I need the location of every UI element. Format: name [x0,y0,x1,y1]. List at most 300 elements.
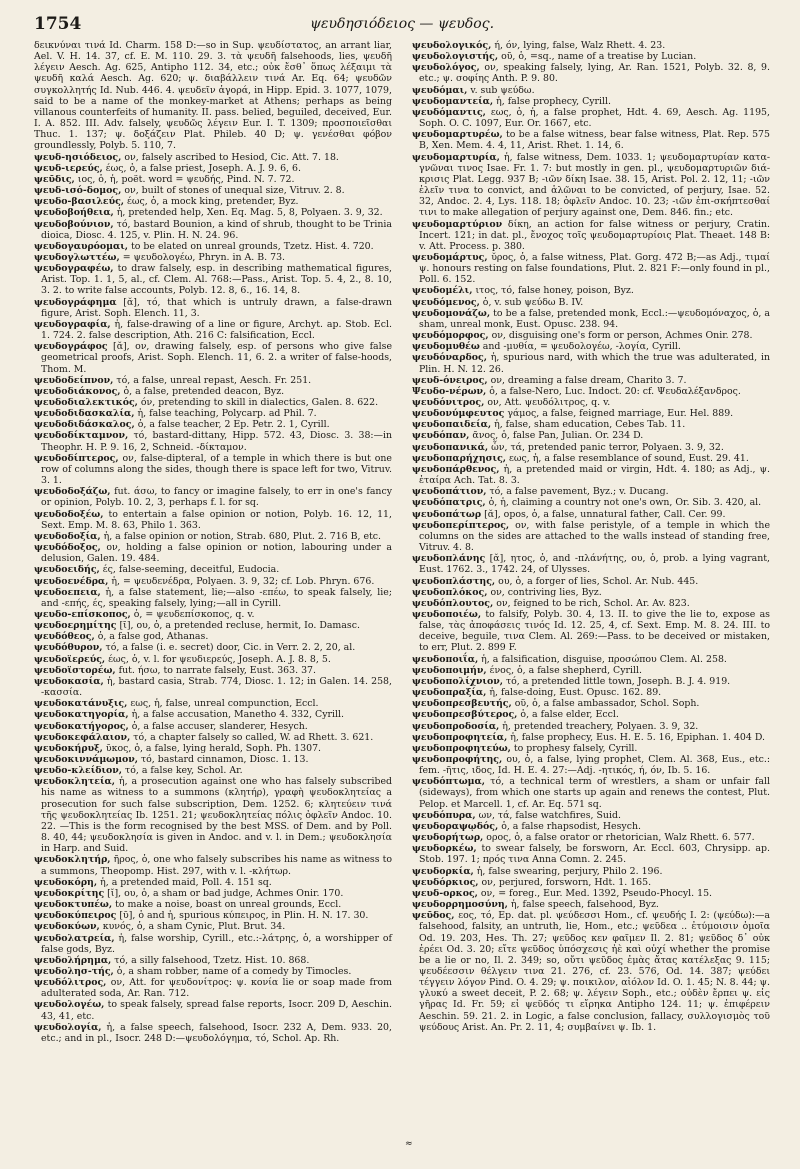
entry-text: [ᾰ], ον, drawing falsely, esp. of persons who give false geometrical proofs, Arist. Soph. Elench. 11, 6. 2. a writer of false-hoods, Thom. M. [41,341,392,375]
dictionary-entry [34,419,392,430]
entry-text: ἡ, false prophecy, Eus. H. E. 5. 16, Epiphan. 1. 404 D. [507,731,765,743]
page-number: 1754 [34,14,82,34]
entry-text: γάμος, a false, feigned marriage, Eur. Hel. 889. [504,408,734,420]
entry-headword: ψευδολογία, [34,1021,102,1033]
dictionary-entry [412,442,770,453]
entry-text: τό, bastard Bounion, a kind of shrub, thought to be Trinia dioica, Diosc. 4. 125, v. Plin. H. N. 24. 96. [41,218,392,241]
dictionary-entry [412,821,770,832]
entry-text: έως, ὁ, v. l. for ψευδιερεύς, Joseph. A. J. 8. 8, 5. [105,653,331,665]
entry-headword: ψευδοδιαλεκτικός, [34,397,138,408]
dictionary-entry [34,665,392,676]
entry-headword: ψευδοκλητήρ, [34,854,111,866]
entry-text: ἡ, a pretended maid, Poll. 4. 151 sq. [97,876,272,888]
entry-text: ές, false-seeming, deceitful, Eudocia. [99,564,280,576]
entry-headword: ψευδογραφία, [34,318,111,330]
right-column [412,40,770,1044]
entry-text: εως, ὁ, ἡ, a false prophet, Hdt. 4. 69, Aesch. Ag. 1195, Soph. O. C. 1097, Eur. Or. 1667, etc. [419,106,770,130]
entry-text: ὁ, a false accuser, slanderer, Hesych. [128,720,308,732]
columns [34,40,770,1044]
dictionary-entry [412,464,770,486]
dictionary-entry [34,196,392,207]
entry-text: ὁ, = ψευδεπίσκοπος, q. v. [130,608,255,620]
dictionary-entry [412,419,770,430]
entry-text: κυνός, ὁ, a sham Cynic, Plut. Brut. 34. [99,921,286,933]
dictionary-entry [34,174,392,185]
dictionary-entry [412,129,770,151]
entry-headword: ψευδόνιτρος, [412,397,485,408]
entry-headword: ψευδογραφέω, [34,263,114,275]
entry-headword: ψευδοκασία, [34,675,104,687]
dictionary-entry [412,40,770,51]
entry-headword: ψευδοδοξάζω, [34,486,111,498]
dictionary-entry [412,810,770,821]
entry-text: ον, false-dipteral, of a temple in which there is but one row of columns along the sides, though there is space left for two, Vitruv. 3. 1. [41,452,392,487]
dictionary-entry [412,910,770,1033]
entry-headword: ψευδομάρτυς, [412,251,488,263]
dictionary-entry [412,877,770,888]
entry-headword: ψευδοποιΐα, [412,653,479,665]
dictionary-entry [34,721,392,732]
entry-headword: ψευδοεπεια, [34,586,101,598]
entry-text: to entertain a false opinion or notion, Polyb. 16. 12, 11, Sext. Emp. M. 8. 63, Philo 1. 363. [41,508,392,531]
entry-text: ἡ, a false accusation, Manetho 4. 332, Cyrill. [128,709,344,721]
dictionary-entry [412,330,770,341]
entry-headword: ψευδοπροδοσία, [412,720,500,732]
entry-text: ἡ, false-drawing of a line or figure, Archyt. ap. Stob. Ecl. 1. 724. 2. false description, Ath. 216 C: falsification, Eccl. [41,318,392,342]
entry-headword: ψευδορήτωρ, [412,832,484,844]
dictionary-entry [412,252,770,285]
entry-text: ῆρος, ὁ, one who falsely subscribes his name as witness to a summons, Theopomp. Hist. 297, with v. l. -κλήτωρ. [41,854,392,877]
entry-headword: ψευδοπολίχνιον, [412,675,503,687]
entry-headword: ψευδόμαντις, [412,106,486,118]
dictionary-entry [412,598,770,609]
entry-headword: ψευδομυθέω [412,341,480,353]
entry-headword: ψευδογράφημα [34,296,117,308]
entry-text: ον, Att. ψευδόλιτρος, q. v. [484,397,611,408]
entry-text: εως, ἡ, a false resemblance of sound, Eust. 29. 41. [506,452,749,464]
dictionary-entry [412,866,770,877]
dictionary-entry [34,676,392,698]
entry-headword: ψευδοπλάστης, [412,575,496,587]
entry-headword: ψευδογράφος [34,341,108,353]
entry-text: ἡ, false witness, Dem. 1033. 1; ψευδομαρτυρίαν κατα-γνῶναι τινος Isae. Fr. 1. 7: but mostly in gen. pl., ψευδομαρτυριῶν διά-κρισις Plat. Legg. 937 B; -ιῶν δίκη Isae. 38. 15, Arist. Pol. 2. 12, 11; -ιῶν ἑλεῖν τινα to convict, and ἁλῶναι to be convicted, of perjury, Isae. 52. 32, Andoc. 2. 4, Lys. 118. 18; ὀφλεῖν Andoc. 10. 23; -ιῶν ἐπι-σκήπτεσθαί τινι to make allegation of perjury against one, Dem. 846. fin.; etc. [419,151,770,219]
entry-headword: ψευδορρημοσύνη, [412,899,508,911]
entry-text: [ῡ], ὁ and ἡ, spurious κύπειρος, in Plin. H. N. 17. 30. [116,910,369,922]
entry-headword: ψευδοπάρθενος, [412,463,500,475]
entry-text: ἡ, false speech, falsehood, Byz. [507,899,659,911]
entry-text: v. sub ψεύδω. [467,84,535,96]
entry-text: ἡ, a prosecution against one who has falsely subscribed his name as witness to a summons (κλητήρ), γραφὴ ψευδοκλητείας a prosecution for such false subscription, Dem. 1252. 6; κλητεύειν τινά τῆς ψευδοκλητείας Ib. 1251. 21; ψευδοκλητείας πόλις ὀφλεῖν Andoc. 10. 22. —This is the form recognised by the best MSS. of Dem. and by Poll. 8. 40, 44; ψευδοκλησία is given in Andoc. and v. l. in Dem.; ψευδοκλησία in Harp. and Suid. [41,776,392,855]
entry-headword: ψευδοϊερεύς, [34,653,106,665]
entry-headword: ψευδονύμφευτος [412,408,505,420]
entry-text: to falsify, Polyb. 30. 4, 13. II. to give the lie to, expose as false, τὰς ἀποφάσεις τινός Id. 12. 25, 4, cf. Sext. Emp. M. 8. 24. III. to deceive, beguile, τινα Clem. Al. 269:—Pass. to be deceived or mistaken, to err, Plut. 2. 899 F. [419,608,770,654]
dictionary-entry [412,96,770,107]
entry-text: έως, ὁ, a false priest, Joseph. A. J. 9. 6, 6. [102,162,301,174]
dictionary-entry [34,219,392,241]
dictionary-entry [412,297,770,308]
entry-headword: ψευδοκόρη, [34,876,98,888]
entry-text: ον, dreaming a false dream, Charito 3. 7. [487,374,687,386]
entry-headword: ψευδοδιδασκαλία, [34,408,135,420]
entry-headword: ψευδ-ιερεύς, [34,162,103,174]
dictionary-entry [412,698,770,709]
entry-text: ον, speaking falsely, lying, Ar. Ran. 1521, Polyb. 32. 8, 9. etc.; ψ. σοφίης Anth. P. 9. 80. [419,62,770,85]
dictionary-entry [412,285,770,296]
dictionary-entry [412,51,770,62]
entry-text: ον, disguising one's form or person, Achmes Onir. 278. [488,330,753,342]
dictionary-entry [34,263,392,296]
entry-text: ῠρος, ὁ, a false witness, Plat. Gorg. 472 B;—as Adj., τιμαί ψ. honours resting on false foundations, Plut. 2. 821 F:—only found in pl., Poll. 6. 152. [419,251,770,286]
entry-headword: ψευδόλιτρος, [34,977,107,989]
dictionary-entry [34,185,392,196]
dictionary-entry [412,888,770,899]
entry-headword: ψευδόθεος, [34,631,95,643]
entry-headword: ψευδ-όνειρος, [412,374,488,386]
entry-text: to speak falsely, spread false reports, Isocr. 209 D, Aeschin. 43, 41, etc. [41,999,392,1022]
entry-text: έως, ὁ, a mock king, pretender, Byz. [124,196,299,208]
entry-text: τό, a false key, Schol. Ar. [122,765,243,777]
entry-text: ον, with false peristyle, of a temple in which the columns on the sides are attached to the walls instead of standing free, Vitruv. 4. 8. [419,519,770,554]
entry-text: ὁ, a sham robber, name of a comedy by Timocles. [113,965,352,977]
entry-headword: ψευδοβούνιον, [34,218,114,230]
dictionary-entry [412,576,770,587]
dictionary-entry [412,107,770,129]
dictionary-entry [412,732,770,743]
entry-headword: ψευδοκλητεία, [34,776,115,788]
entry-headword: ψευδόθυρον, [34,642,103,654]
entry-text: ον, contriving lies, Byz. [487,586,602,598]
entry-text: τό, a false pavement, Byz.; v. Ducang. [486,486,669,498]
entry-headword: ψευδομαντεία, [412,95,494,107]
footer-mark: ≈ [405,1139,413,1149]
dictionary-entry [34,152,392,163]
dictionary-entry [412,341,770,352]
dictionary-entry [34,587,392,609]
entry-text: τό, a chapter falsely so called, W. ad Rhett. 3. 621. [130,731,374,743]
entry-text: = ψευδολογέω, Phryn. in A. B. 73. [119,251,286,263]
entry-text: τό, a silly falsehood, Tzetz. Hist. 10. 868. [111,954,310,966]
dictionary-entry [412,219,770,252]
entry-text: ἡ, false worship, Cyrill., etc.:-λάτρης, ὁ, a worshipper of false gods, Byz. [41,932,392,955]
entry-text: δεικνύναι τινά Id. Charm. 158 D:—so in Sup. ψευδίστατος, an arrant liar, Ael. V. H. 14. 37, cf. E. M. 110. 29. 3. τὰ ψευδῆ falsehoods, lies, ψευδῆ λέγειν Aesch. Ag. 625, Antipho 112. 34, etc.; οὐκ ἔσθ᾽ ὅπως λέξαιμι τὰ ψευδῆ καλά Aesch. Ag. 620; ψ. διαβάλλειν τινά Ar. Eq. 64; ψευδῶν συγκολλητής Id. Nub. 446. 4. ψευδεῖν ἀγορά, in Hipp. Epid. 3. 1077, 1079, said to be a name of the monkey-market at Athens; perhaps as being villanous counterfeits of humanity. II. pass. belied, beguiled, deceived, Eur. I. A. 852. III. Adv. falsely, ψευδῶς λέγειν Eur. I. T. 1309; προσποιεῖσθαι Thuc. 1. 137; ψ. δοξάζειν Plat. Phileb. 40 D; ψ. γενέσθαι φόβον groundlessly, Polyb. 5. 110, 7. [34,40,392,152]
entry-text: ἡ, pretended treachery, Polyaen. 3. 9, 32. [499,720,699,732]
entry-headword: ψευδοπροφητεία, [412,731,508,743]
entry-text: ορος, ὁ, a false orator or rhetorician, Walz Rhett. 6. 577. [483,832,755,844]
entry-headword: ψευδοραψῳδός, [412,820,499,832]
entry-headword: ψευδόμενος, [412,296,480,308]
entry-headword: ψευδοϊστορέω, [34,664,116,676]
entry-headword: ψευδόπυρα, [412,809,476,821]
dictionary-entry [34,899,392,910]
entry-headword: ψευδοκρίτης [34,887,105,899]
entry-text: ὁ, a false teacher, 2 Ep. Petr. 2. 1, Cyrill. [134,419,330,431]
dictionary-entry [34,698,392,709]
dictionary-entry [412,497,770,508]
dictionary-entry [34,207,392,218]
entry-text: and -μυθία, = ψευδολογέω, -λογία, Cyrill. [479,341,681,353]
dictionary-entry [34,40,392,152]
entry-headword: ψευδοπρεσβευτής, [412,698,512,710]
entry-headword: ψευδοειδής, [34,564,100,576]
dictionary-entry [34,564,392,575]
dictionary-entry [34,341,392,374]
entry-text: τό, a false, unreal repast, Aesch. Fr. 251. [113,374,312,386]
entry-headword: ψευδ-ορκος, [412,887,478,899]
dictionary-entry [34,509,392,531]
entry-headword: ψευδομονάζω, [412,307,491,319]
entry-text: ιος, ὁ, ἡ, poët. word = ψευδής, Pind. N. 7. 72. [74,173,295,185]
dictionary-entry [412,676,770,687]
entry-headword: ψευδοπλάνης [412,553,486,565]
entry-text: ἡ, bastard casia, Strab. 774, Diosc. 1. 12; in Galen. 14. 258, -κασσία. [41,675,392,699]
entry-headword: ψευδολήρημα, [34,954,112,966]
entry-headword: ψευδοδιδάσκαλος, [34,419,135,431]
entry-text: ον, feigned to be rich, Schol. Ar. Av. 823. [493,597,690,609]
entry-headword: ψευδόδοξος, [34,542,101,554]
entry-headword: ψευδοπερίπτερος, [412,519,510,531]
dictionary-entry [34,576,392,587]
dictionary-entry [34,163,392,174]
entry-text: to be elated on unreal grounds, Tzetz. Hist. 4. 720. [128,240,374,252]
entry-text: ον, falsely ascribed to Hesiod, Cic. Att. 7. 18. [121,151,339,163]
entry-text: τό, a false (i. e. secret) door, Cic. in Verr. 2. 2, 20, al. [102,642,356,654]
entry-headword: ψευδοδοξέω, [34,508,104,520]
entry-text: ὁ, ἡ, claiming a country not one's own, Or. Sib. 3. 420, al. [485,497,762,509]
entry-text: to be a false, pretended monk, Eccl.:—ψευδομόναχος, ὁ, a sham, unreal monk, Eust. Opusc. 238. 94. [419,307,770,330]
dictionary-entry [412,754,770,776]
entry-text: ἡ, false teaching, Polycarp. ad Phil. 7. [134,408,317,420]
entry-text: ἡ, pretended help, Xen. Eq. Mag. 5, 8, Polyaen. 3. 9, 32. [113,207,383,219]
dictionary-entry [412,709,770,720]
entry-headword: ψευδόπλουτος, [412,597,494,609]
entry-headword: ψευδοερημίτης [34,620,117,632]
entry-text: ῡκος, ὁ, a false, lying herald, Soph. Ph. 1307. [102,742,322,754]
dictionary-entry [34,297,392,319]
entry-text: fut. άσω, to fancy or imagine falsely, to err in one's fancy or opinion, Polyb. 10. 2, 3, perhaps f. l. for sq. [41,486,392,509]
entry-text: ον, = foreg., Eur. Med. 1392, Pseudo-Phocyl. 15. [477,887,713,899]
dictionary-entry [34,486,392,508]
entry-headword: ψευδοπροφητεύω, [412,742,511,754]
dictionary-entry [34,453,392,486]
dictionary-entry [34,397,392,408]
entry-headword: ψευδολησ-τής, [34,965,114,977]
entry-headword: ψευδορκία, [412,865,474,877]
dictionary-entry [412,352,770,374]
entry-text: [ῐ], ου, ὁ, a sham or bad judge, Achmes Onir. 170. [104,887,344,899]
entry-headword: ψευδοενέδρα, [34,575,109,587]
entry-text: ἡ, false prophecy, Cyrill. [493,95,611,107]
dictionary-entry [412,654,770,665]
dictionary-entry [34,642,392,653]
entry-headword: ψευδολατρεία, [34,932,115,944]
dictionary-entry [34,1022,392,1044]
entry-text: εως, ἡ, false, unreal compunction, Eccl. [127,698,319,710]
entry-headword: ψευδοκτυπέω, [34,899,113,911]
dictionary-entry [412,899,770,910]
entry-headword: Ψευδο-νέρων, [412,385,487,397]
entry-headword: ψευδόπαν, [412,430,470,442]
dictionary-entry [34,776,392,854]
dictionary-entry [412,85,770,96]
entry-headword: ψευδολογιστής, [412,51,499,63]
dictionary-entry [412,587,770,598]
dictionary-entry [34,408,392,419]
dictionary-entry [34,430,392,452]
dictionary-entry [34,955,392,966]
entry-headword: ψευδοποιέω, [412,608,482,620]
entry-headword: ψευδολογικός, [412,40,492,51]
dictionary-entry [412,430,770,441]
entry-headword: ψευδοκήρυξ, [34,742,103,754]
entry-headword: ψευδο-επίσκοπος, [34,608,131,620]
entry-text: ἡ, false, sham education, Cebes Tab. 11. [491,419,686,431]
dictionary-entry [412,486,770,497]
entry-headword: ψευδοκύων, [34,921,100,933]
dictionary-entry [412,553,770,575]
entry-headword: ψευδόρκιος, [412,876,479,888]
dictionary-entry [34,921,392,932]
entry-text: ιτος, τό, false honey, poison, Byz. [472,285,634,297]
left-column [34,40,392,1044]
entry-text: ὁ, a false, pretended deacon, Byz. [120,385,285,397]
entry-headword: ψευδοπροφήτης, [412,754,503,765]
dictionary-entry [34,977,392,999]
dictionary-entry [34,620,392,631]
entry-text: τό, a technical term of wrestlers, a sham or unfair fall (sideways), from which one starts up again and renews the contest, Plut. Pelop. et Marcell. 1, cf. Ar. Eq. 571 sq. [419,776,770,810]
entry-text: ον, perjured, forsworn, Hdt. 1. 165. [478,876,652,888]
entry-text: fut. ήσω, to narrate falsely, Eust. 363. 37. [115,664,316,676]
entry-text: to make a noise, boast on unreal grounds, Eccl. [112,899,342,911]
entry-headword: ψευδόπατρις, [412,497,486,509]
entry-headword: ψευδομαρτυρέω, [412,129,503,141]
entry-text: [ᾰ], τό, that which is untruly drawn, a false-drawn figure, Arist. Soph. Elench. 11, 3. [41,296,392,319]
entry-text: to be a false witness, bear false witness, Plat. Rep. 575 B, Xen. Mem. 4. 4, 11, Arist. Rhet. 1. 14, 6. [419,129,770,152]
entry-headword: ψευδόπτωμα, [412,776,485,788]
dictionary-entry [34,743,392,754]
dictionary-entry [412,843,770,865]
entry-text: ὁ, a false rhapsodist, Hesych. [498,820,641,832]
entry-headword: ψευδοδιάκονος, [34,385,121,397]
dictionary-entry [412,687,770,698]
entry-text: τό, a pretended little town, Joseph. B. J. 4. 919. [503,675,731,687]
entry-headword: ψευδοπάτιον, [412,486,487,498]
dictionary-entry [412,509,770,520]
entry-text: ὁ, a false god, Athanas. [94,631,209,643]
dictionary-entry [34,754,392,765]
entry-headword: ψευδοδοξία, [34,530,101,542]
entry-text: ἡ, spurious nard, with which the true was adulterated, in Plin. H. N. 12. 26. [419,352,770,375]
entry-headword: ψευδοπλόκος, [412,586,488,598]
entry-text: ἡ, false-doing, Eust. Opusc. 162. 89. [486,687,662,699]
entry-headword: ψευδοκιννάμωμον, [34,754,138,765]
dictionary-entry [34,531,392,542]
entry-headword: ψευδοποιμήν, [412,664,487,676]
entry-text: τό, bastard-dittany, Hipp. 572. 43, Diosc. 3. 38:—in Theophr. H. P. 9. 16, 2, Schneid. -δίκταμον. [41,430,392,453]
dictionary-entry [34,933,392,955]
dictionary-entry [412,408,770,419]
dictionary-entry [412,152,770,219]
entry-headword: ψευδ-ισό-δομος, [34,185,122,197]
entry-headword: ψευδοκατάνυξις, [34,698,128,710]
entry-text: ὁ, v. sub ψεύδω B. IV. [479,296,584,308]
entry-headword: ψευδοκεφάλαιον, [34,731,131,743]
dictionary-entry [34,999,392,1021]
entry-headword: ψευδοδίπτερος, [34,452,119,464]
dictionary-entry [34,966,392,977]
entry-text: τό, bastard cinnamon, Diosc. 1. 13. [138,754,309,765]
dictionary-entry [34,319,392,341]
entry-text: οῦ, ὁ, a false ambassador, Schol. Soph. [511,698,700,710]
entry-text: to prophesy falsely, Cyrill. [510,742,638,754]
dictionary-entry [34,888,392,899]
entry-headword: ψευδο-βασιλεύς, [34,196,125,208]
entry-headword: ψευδοκύπειρος [34,910,117,922]
dictionary-entry [412,308,770,330]
dictionary-entry [412,453,770,464]
page-header [34,12,770,36]
entry-headword: ψευδοκατηγορία, [34,709,129,721]
entry-headword: ψευδόμαι, [412,84,468,96]
entry-text: ων, τά, false watchfires, Suid. [475,809,621,821]
entry-text: ὁ, a false-Nero, Luc. Indoct. 20: cf. Ψευδαλέξανδρος. [486,385,741,397]
entry-text: ὧν, τά, pretended panic terror, Polyaen. 3. 9, 32. [488,441,724,453]
entry-text: to draw falsely, esp. in describing mathematical figures, Arist. Top. 1. 1, 5, al., cf. Clem. Al. 768:—Pass., Arist. Top. 5. 4, 2., 8. 10, 3. 2. to write false accounts, Polyb. 12. 8, 6., 16. 14, 8. [41,263,392,297]
entry-headword: ψευδογλωττέω, [34,251,120,263]
entry-text: ὁ, a false elder, Eccl. [517,709,619,721]
entry-headword: ψευδολόγος, [412,62,480,74]
entry-text: ένος, ὁ, a false shepherd, Cyrill. [486,664,642,676]
dictionary-entry [412,776,770,809]
entry-headword: ψευδοδείπνον, [34,374,114,386]
entry-text: δίκη, an action for false witness or perjury, Cratin. Incert. 121; in dat. pl., ἔνοχος τοῖς ψευδομαρτυρίοις Plat. Theaet. 148 B: v. Att. Process. p. 380. [419,218,770,252]
entry-text: ου, ὁ, a forger of lies, Schol. Ar. Nub. 445. [495,575,699,587]
dictionary-entry [34,386,392,397]
entry-text: ἡ, a pretended maid or virgin, Hdt. 4. 180; as Adj., ψ. ἑταίρα Ach. Tat. 8. 3. [419,463,770,487]
dictionary-entry [34,631,392,642]
dictionary-entry [34,765,392,776]
dictionary-entry [412,397,770,408]
entry-headword: ψευδόναρδος, [412,352,487,364]
dictionary-entry [34,854,392,876]
dictionary-entry [34,252,392,263]
dictionary-entry [412,743,770,754]
entry-text: [ᾰ], opos, ὁ, a false, unnatural father, Call. Cer. 99. [481,508,726,520]
entry-text: ἡ, = ψευδενέδρα, Polyaen. 3. 9, 32; cf. Lob. Phryn. 676. [108,575,375,587]
entry-headword: ψευδολογέω, [34,999,105,1011]
dictionary-entry [34,709,392,720]
running-head: ψευδησιόδειος — ψευδος. [309,16,495,32]
entry-headword: ψευδοκατήγορος, [34,720,129,732]
dictionary-entry [412,520,770,553]
dictionary-entry [34,241,392,252]
entry-text: ἡ, a false speech, falsehood, Isocr. 232 A, Dem. 933. 20, etc.; and in pl., Isocr. 248 D:—ψευδολόγημα, τό, Schol. Ap. Rh. [41,1021,392,1044]
entry-text: ον, holding a false opinion or notion, labouring under a delusion, Galen. 19. 484. [41,542,392,565]
dictionary-entry [34,877,392,888]
entry-text: ον, built of stones of unequal size, Vitruv. 2. 8. [121,185,345,197]
dictionary-entry [412,665,770,676]
entry-headword: ψευδοπρεσβύτερος, [412,709,518,721]
entry-headword: ψευδοπάτωρ [412,508,482,520]
entry-text: ον, Att. for ψευδονίτρος: ψ. κονία lie or soap made from adulterated soda, Ar. Ran. 712. [41,977,392,1000]
dictionary-entry [412,62,770,84]
entry-headword: ψευδοβοήθεια, [34,207,114,219]
dictionary-entry [34,732,392,743]
entry-text: όν, pretending to skill in dialectics, Galen. 8. 622. [137,397,379,408]
entry-text: ᾶνος, ὁ, false Pan, Julian. Or. 234 D. [469,430,644,442]
entry-text: to swear falsely, be forsworn, Ar. Eccl. 603, Chrysipp. ap. Stob. 197. 1; πρός τινα Anna Comn. 2. 245. [419,843,770,866]
entry-headword: ψευδοπαρήχησις, [412,452,507,464]
entry-text: ἡ, a falsification, disguise, προσώπου Clem. Al. 258. [478,653,727,665]
